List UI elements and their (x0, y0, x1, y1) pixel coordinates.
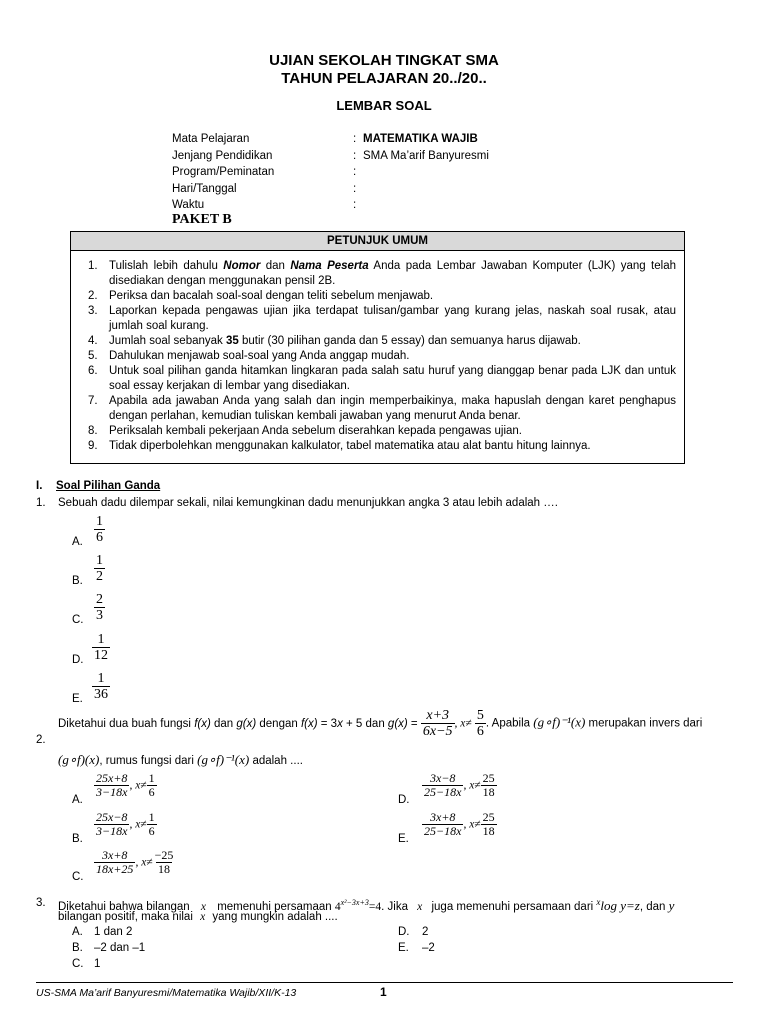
info-colon: : (353, 133, 357, 145)
condition: , x≠ (463, 779, 481, 792)
option-fraction (422, 811, 463, 838)
text: dan (210, 717, 237, 730)
math: (g∘f)⁻¹(x) (533, 714, 586, 730)
math: x (417, 900, 423, 913)
option-text: 1 (94, 958, 101, 970)
option-expression (94, 811, 157, 838)
math: f(x) (300, 717, 318, 730)
numerator: 25 (482, 771, 495, 785)
info-colon: : (353, 199, 357, 211)
denominator: 36 (94, 687, 108, 702)
section-title: Soal Pilihan Ganda (56, 480, 161, 492)
option-fraction (422, 772, 463, 799)
option-letter: B. (72, 942, 83, 954)
option-expression (94, 772, 157, 799)
info-label: Jenjang Pendidikan (172, 149, 273, 162)
numerator: 3x+8 (102, 848, 128, 862)
instruction-item (71, 304, 684, 334)
option-fraction (94, 592, 105, 623)
option-letter: A. (72, 794, 83, 806)
instruction-text: Tulislah lebih dahulu (109, 260, 224, 272)
denominator: 6 (96, 530, 103, 545)
instructions-heading: PETUNJUK UMUM (71, 232, 684, 251)
numerator: 1 (97, 671, 105, 686)
instruction-text: butir (30 pilihan ganda dan 5 essay) dan semuanya harus dijawab. (238, 335, 581, 347)
numerator: 2 (96, 592, 103, 607)
info-label: Program/Peminatan (172, 166, 275, 178)
info-value: MATEMATIKA WAJIB (363, 133, 478, 145)
instruction-num: 3. (88, 305, 98, 317)
instruction-text: Laporkan kepada pengawas ujian jika terdapat tulisan/gambar yang kurang jelas, naskah soal rusak, atau jumlah soal kurang. (109, 305, 676, 332)
instruction-item (71, 334, 684, 349)
denominator: 3−18x (96, 785, 128, 799)
numerator: 3x−8 (430, 771, 456, 785)
exam-title: UJIAN SEKOLAH TINGKAT SMA (269, 52, 499, 69)
denominator: 18 (482, 785, 495, 799)
option-letter: C. (72, 871, 84, 883)
instructions-list (71, 259, 684, 454)
instruction-text: Anda pada Lembar Jawaban Komputer (LJK) yang telah disediakan dengan menggunakan pensil 2B. (109, 260, 676, 287)
text: . Jika (381, 900, 412, 913)
option-text: –2 dan –1 (94, 942, 146, 954)
info-colon: : (353, 149, 357, 162)
option-letter: C. (72, 958, 84, 970)
instruction-text: Jumlah soal sebanyak (109, 335, 226, 347)
instruction-num: 7. (88, 395, 98, 407)
denominator: 6 (148, 785, 155, 799)
denominator: 6 (476, 724, 484, 739)
denominator: 3−18x (96, 824, 128, 838)
math: x (200, 900, 207, 913)
instruction-num: 2. (88, 290, 98, 302)
instruction-num: 5. (88, 350, 98, 362)
instructions-box (70, 231, 685, 464)
equation (334, 898, 382, 913)
text: dengan (256, 717, 301, 730)
option-expression (422, 772, 497, 799)
instruction-text: Periksa dan bacalah soal-soal dengan teliti sebelum menjawab. (109, 290, 434, 302)
numerator: 1 (96, 514, 103, 529)
option-letter: D. (72, 654, 84, 666)
math: g(x) (387, 717, 408, 730)
option-letter: C. (72, 614, 84, 626)
page-number: 1 (380, 985, 387, 999)
footer-divider (36, 982, 733, 983)
q3-option-a[interactable] (72, 926, 133, 938)
instruction-num: 6. (88, 365, 98, 377)
denominator: 25−18x (424, 785, 462, 799)
text: , rumus fungsi dari (99, 755, 198, 767)
text: juga memenuhi persamaan dari (428, 900, 597, 913)
math: x (337, 717, 343, 730)
option-fraction (94, 849, 135, 876)
condition-fraction (147, 811, 157, 838)
question-1-num: 1. (36, 497, 46, 509)
question-3-text-line2 (58, 911, 338, 923)
question-2-text-line2 (58, 752, 303, 768)
math: y (668, 897, 675, 913)
instruction-num: 1. (88, 260, 98, 272)
option-expression (94, 849, 175, 876)
condition-fraction (481, 772, 497, 799)
question-2-num: 2. (36, 734, 46, 746)
option-letter: D. (398, 926, 410, 938)
info-label: Waktu (172, 199, 205, 211)
instruction-num: 8. (88, 425, 98, 437)
denominator: 6x−5 (422, 724, 453, 739)
denominator: 18 (158, 862, 170, 876)
text: bilangan positif, maka nilai (58, 911, 197, 923)
q3-option-b[interactable] (72, 942, 146, 954)
option-letter: E. (398, 942, 409, 954)
option-letter: E. (398, 833, 409, 845)
numerator: 25x+8 (96, 771, 128, 785)
info-value: SMA Ma’arif Banyuresmi (363, 149, 489, 162)
info-row-subject (172, 131, 572, 148)
q3-option-c[interactable] (72, 958, 101, 970)
instruction-item (71, 394, 684, 424)
option-text: 2 (422, 926, 429, 938)
denominator: 3 (96, 608, 103, 623)
numerator: 5 (476, 708, 484, 723)
text: = (407, 717, 418, 730)
instruction-item (71, 259, 684, 289)
condition: , x≠ (463, 818, 481, 831)
q3-option-e[interactable] (398, 942, 435, 954)
info-row-time (172, 197, 572, 214)
text: . Apabila (485, 717, 534, 730)
condition: , x≠ (135, 856, 153, 869)
condition: , x≠ (129, 818, 147, 831)
sheet-title: LEMBAR SOAL (336, 98, 432, 113)
option-text: –2 (422, 942, 435, 954)
instruction-item (71, 364, 684, 394)
text: adalah .... (249, 755, 303, 767)
denominator: 6 (148, 824, 155, 838)
math: (g∘f)(x) (58, 752, 100, 767)
q3-option-d[interactable] (398, 926, 429, 938)
info-colon: : (353, 182, 357, 195)
option-text: 1 dan 2 (94, 926, 133, 938)
question-1-text: Sebuah dadu dilempar sekali, nilai kemungkinan dadu menunjukkan angka 3 atau lebih adalah …. (58, 497, 558, 509)
instruction-emphasis: 35 (225, 335, 239, 347)
option-letter: A. (72, 926, 83, 938)
instruction-text: Tidak diperbolehkan menggunakan kalkulator, tabel matematika atau alat bantu hitung lainnya. (109, 440, 591, 452)
section-heading (36, 480, 161, 492)
info-label: Mata Pelajaran (172, 133, 250, 145)
instruction-emphasis: Nomor (223, 260, 261, 272)
question-3-num: 3. (36, 897, 46, 909)
denominator: 12 (94, 648, 108, 663)
condition: , x≠ (129, 779, 147, 792)
info-colon: : (353, 166, 357, 178)
instruction-item (71, 349, 684, 364)
instruction-text: Untuk soal pilihan ganda hitamkan lingkaran pada salah satu huruf yang dianggap benar pada LJK dan untuk soal essay kerjakan di lembar yang disediakan. (109, 365, 676, 392)
math: (g∘f)⁻¹(x) (197, 752, 250, 767)
text: + 5 dan (342, 717, 388, 730)
info-row-level (172, 148, 572, 165)
numerator: 1 (148, 771, 155, 785)
text: yang mungkin adalah .... (209, 911, 338, 923)
condition-fraction (147, 772, 157, 799)
instruction-emphasis: Nama Peserta (290, 260, 369, 272)
instruction-num: 9. (88, 440, 98, 452)
option-fraction (94, 811, 129, 838)
denominator: 2 (96, 569, 103, 584)
paket-label: PAKET B (172, 212, 232, 227)
math: g(x) (236, 717, 257, 730)
academic-year: TAHUN PELAJARAN 20../20.. (281, 70, 487, 87)
question-2-text (58, 708, 702, 739)
numerator: x+3 (426, 708, 450, 723)
g-fraction (421, 708, 455, 739)
instruction-text: Dahulukan menjawab soal-soal yang Anda anggap mudah. (109, 350, 410, 362)
numerator: 25x−8 (96, 810, 128, 824)
denominator: 25−18x (424, 824, 462, 838)
text: = 3 (317, 717, 338, 730)
section-num: I. (36, 480, 43, 492)
math: log y=z (600, 897, 640, 913)
instruction-item (71, 439, 684, 454)
option-letter: B. (72, 833, 83, 845)
eq-rhs: =4 (368, 900, 382, 913)
instruction-item (71, 424, 684, 439)
condition-fraction (481, 811, 497, 838)
text: merupakan invers dari (585, 717, 703, 730)
text: , dan (639, 900, 669, 913)
numerator: 25 (482, 810, 495, 824)
option-fraction (92, 632, 110, 663)
text: memenuhi persamaan (214, 900, 335, 913)
text: Diketahui dua buah fungsi (58, 717, 195, 730)
instruction-text: dan (260, 260, 291, 272)
option-letter: D. (398, 794, 410, 806)
option-letter: E. (72, 693, 83, 705)
instruction-text: Apabila ada jawaban Anda yang salah dan ingin memperbaikinya, maka hapuslah dengan karet penghapus dengan perlahan, kemudian tuliskan kembali jawaban yang menurut Anda benar. (109, 395, 676, 422)
option-fraction (94, 514, 105, 545)
exam-info (172, 131, 572, 214)
numerator: 1 (96, 553, 103, 568)
numerator: 1 (148, 810, 155, 824)
condition: , x≠ (454, 717, 472, 730)
math: x (200, 911, 206, 923)
eq-base: 4 (334, 900, 341, 913)
q2-line1-lead (58, 716, 418, 732)
instruction-item (71, 289, 684, 304)
eq-exponent: x²−3x+3 (340, 898, 369, 907)
option-letter: A. (72, 536, 83, 548)
option-fraction (94, 553, 105, 584)
option-expression (422, 811, 497, 838)
numerator: 3x+8 (430, 810, 456, 824)
info-row-program (172, 164, 572, 181)
log-base: x (596, 897, 601, 907)
numerator: −25 (154, 848, 174, 862)
footer-text: US-SMA Ma’arif Banyuresmi/Matematika Wajib/XII/K-13 (36, 987, 297, 999)
denominator: 18x+25 (96, 862, 134, 876)
condition-fraction (475, 708, 486, 739)
instruction-text: Periksalah kembali pekerjaan Anda sebelum diserahkan kepada pengawas ujian. (109, 425, 522, 437)
option-letter: B. (72, 575, 83, 587)
numerator: 1 (97, 632, 105, 647)
info-label: Hari/Tanggal (172, 182, 237, 195)
condition-fraction (153, 849, 176, 876)
option-fraction (92, 671, 110, 702)
denominator: 18 (482, 824, 495, 838)
info-row-date (172, 181, 572, 198)
instruction-num: 4. (88, 335, 98, 347)
text: Diketahui bahwa bilangan (58, 900, 193, 913)
math: f(x) (194, 717, 211, 730)
option-fraction (94, 772, 129, 799)
